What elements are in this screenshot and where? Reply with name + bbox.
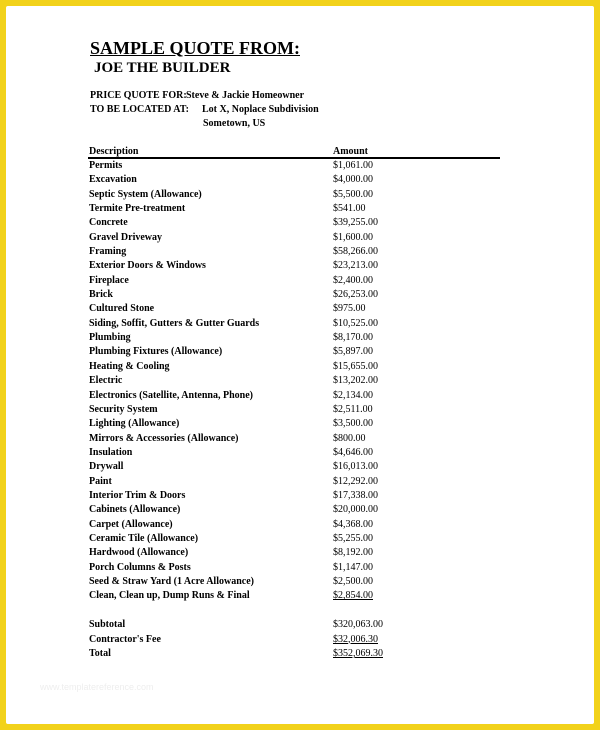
- table-row: [6, 289, 594, 303]
- item-amount: $3,500.00: [333, 418, 373, 430]
- description-header: Description: [89, 146, 139, 157]
- table-row: [6, 232, 594, 246]
- total-label: Subtotal: [89, 619, 126, 630]
- item-amount: $5,897.00: [333, 346, 373, 358]
- total-label: Contractor's Fee: [89, 633, 161, 645]
- amount-header: Amount: [333, 146, 369, 157]
- item-amount: $541.00: [333, 203, 366, 215]
- item-amount: $4,646.00: [333, 446, 373, 458]
- table-row: [6, 390, 594, 404]
- item-amount: $20,000.00: [333, 504, 378, 516]
- item-description: Excavation: [89, 174, 137, 186]
- totals-row: [6, 634, 594, 649]
- item-description: Cabinets (Allowance): [89, 504, 181, 516]
- table-row: [6, 418, 594, 432]
- item-amount: $17,338.00: [333, 489, 378, 501]
- location-line2: Sometown, US: [203, 118, 266, 129]
- table-row: [6, 275, 594, 289]
- item-description: Brick: [89, 289, 113, 301]
- total-amount: $320,063.00: [333, 619, 383, 630]
- item-amount: $975.00: [333, 303, 366, 315]
- item-amount: $58,266.00: [333, 246, 378, 258]
- totals-row: [6, 648, 594, 663]
- location-label: TO BE LOCATED AT:: [90, 104, 190, 115]
- total-label: Total: [89, 648, 111, 659]
- table-row: [6, 519, 594, 533]
- table-row: [6, 318, 594, 332]
- table-row: [6, 490, 594, 504]
- item-description: Security System: [89, 403, 158, 415]
- table-row: [6, 562, 594, 576]
- table-row: [6, 504, 594, 518]
- table-row: [6, 447, 594, 461]
- price-quote-label: PRICE QUOTE FOR:: [90, 90, 187, 101]
- item-description: Carpet (Allowance): [89, 518, 173, 530]
- item-amount: $39,255.00: [333, 217, 378, 229]
- table-row: [6, 260, 594, 274]
- item-description: Clean, Clean up, Dump Runs & Final: [89, 590, 250, 602]
- table-row: [6, 174, 594, 188]
- item-amount: $1,147.00: [333, 561, 373, 573]
- table-row: [6, 533, 594, 547]
- item-description: Concrete: [89, 217, 128, 229]
- item-amount: $16,013.00: [333, 461, 378, 473]
- item-description: Exterior Doors & Windows: [89, 260, 206, 272]
- item-description: Electronics (Satellite, Antenna, Phone): [89, 389, 253, 401]
- table-row: [6, 375, 594, 389]
- item-amount: $2,854.00: [333, 590, 373, 602]
- item-description: Permits: [89, 160, 123, 171]
- document-page: [6, 6, 594, 724]
- table-row: [6, 547, 594, 561]
- item-amount: $8,192.00: [333, 547, 373, 559]
- item-description: Paint: [89, 475, 112, 487]
- item-amount: $800.00: [333, 432, 366, 444]
- table-row: [6, 433, 594, 447]
- item-description: Hardwood (Allowance): [89, 547, 189, 559]
- item-description: Termite Pre-treatment: [89, 203, 186, 215]
- line-items: [6, 160, 594, 605]
- table-row: [6, 576, 594, 590]
- table-row: [6, 203, 594, 217]
- header-rule: [88, 157, 500, 159]
- item-amount: $8,170.00: [333, 332, 373, 344]
- item-description: Siding, Soffit, Gutters & Gutter Guards: [89, 317, 260, 329]
- table-row: [6, 189, 594, 203]
- table-row: [6, 476, 594, 490]
- item-amount: $12,292.00: [333, 475, 378, 487]
- table-row: [6, 346, 594, 360]
- item-amount: $2,134.00: [333, 389, 373, 401]
- item-description: Lighting (Allowance): [89, 418, 180, 430]
- totals-row: [6, 619, 594, 634]
- document-title: SAMPLE QUOTE FROM:: [90, 38, 300, 58]
- item-amount: $2,400.00: [333, 274, 373, 286]
- item-amount: $26,253.00: [333, 289, 378, 301]
- item-description: Interior Trim & Doors: [89, 489, 186, 501]
- item-description: Gravel Driveway: [89, 231, 163, 243]
- item-description: Drywall: [89, 461, 124, 473]
- item-amount: $10,525.00: [333, 317, 378, 329]
- price-quote-value: Steve & Jackie Homeowner: [186, 90, 305, 101]
- table-row: [6, 303, 594, 317]
- total-amount: $352,069.30: [333, 648, 383, 659]
- watermark: www.templatereference.com: [40, 682, 154, 692]
- totals-section: [6, 619, 594, 663]
- table-row: [6, 160, 594, 174]
- table-row: [6, 404, 594, 418]
- table-row: [6, 590, 594, 604]
- item-description: Ceramic Tile (Allowance): [89, 532, 199, 544]
- item-description: Fireplace: [89, 274, 129, 286]
- item-amount: $5,255.00: [333, 532, 373, 544]
- item-description: Seed & Straw Yard (1 Acre Allowance): [89, 575, 254, 587]
- item-amount: $13,202.00: [333, 375, 378, 387]
- item-description: Electric: [89, 375, 123, 387]
- item-amount: $1,600.00: [333, 231, 373, 243]
- item-amount: $2,511.00: [333, 403, 373, 415]
- item-amount: $1,061.00: [333, 160, 373, 171]
- table-row: [6, 461, 594, 475]
- item-amount: $15,655.00: [333, 360, 378, 372]
- item-description: Cultured Stone: [89, 303, 155, 315]
- item-description: Framing: [89, 246, 127, 258]
- table-row: [6, 361, 594, 375]
- item-amount: $4,000.00: [333, 174, 373, 186]
- item-description: Plumbing: [89, 332, 131, 344]
- item-description: Mirrors & Accessories (Allowance): [89, 432, 239, 444]
- location-line1: Lot X, Noplace Subdivision: [202, 104, 319, 115]
- item-amount: $4,368.00: [333, 518, 373, 530]
- item-description: Septic System (Allowance): [89, 188, 202, 200]
- item-description: Heating & Cooling: [89, 360, 170, 372]
- total-amount: $32,006.30: [333, 633, 378, 645]
- item-description: Insulation: [89, 446, 133, 458]
- item-amount: $5,500.00: [333, 188, 373, 200]
- table-row: [6, 332, 594, 346]
- item-amount: $2,500.00: [333, 575, 373, 587]
- item-amount: $23,213.00: [333, 260, 378, 272]
- builder-name: JOE THE BUILDER: [94, 60, 231, 76]
- table-row: [6, 246, 594, 260]
- table-row: [6, 217, 594, 231]
- item-description: Plumbing Fixtures (Allowance): [89, 346, 223, 358]
- item-description: Porch Columns & Posts: [89, 561, 191, 573]
